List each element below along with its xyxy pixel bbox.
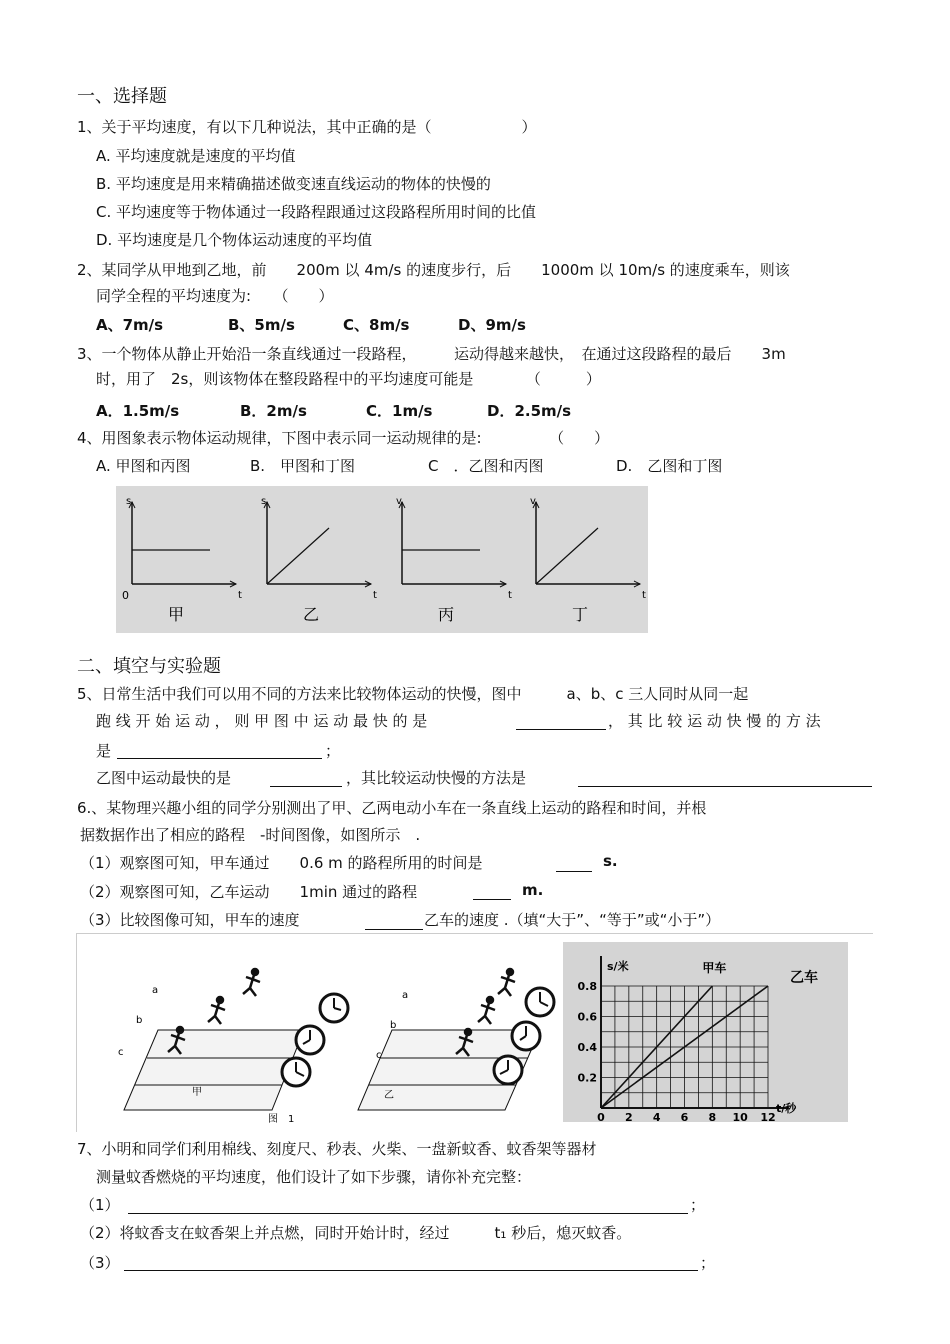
graph-x-label: t	[373, 590, 377, 601]
x-tick-label: 10	[732, 1111, 748, 1122]
race-figure	[100, 960, 560, 1135]
q7-line1: 7、小明和同学们利用棉线、刻度尺、秒表、火柴、一盘新蚊香、蚊香架等器材	[77, 1140, 597, 1158]
y-tick-label: 0.8	[577, 980, 597, 993]
q7-step1-blank[interactable]	[128, 1213, 688, 1214]
y-tick-label: 0.6	[577, 1010, 597, 1024]
q5-line2-text-b: ， 其 比 较 运 动 快 慢 的 方 法	[608, 712, 821, 730]
chart-y-label: s/米	[607, 960, 629, 973]
q5-blank-method-yi[interactable]	[578, 786, 872, 787]
q2-option-d: D、9m/s	[458, 316, 526, 334]
q2-stem-line2: 同学全程的平均速度为: （ ）	[96, 287, 334, 305]
race-caption-jia: 甲	[192, 1087, 202, 1098]
q6-blank-1[interactable]	[556, 871, 592, 872]
race-panel-jia	[124, 1030, 304, 1110]
x-tick-label: 8	[708, 1111, 717, 1122]
q5-blank-fastest-yi[interactable]	[270, 786, 342, 787]
q5-line3-end: ；	[325, 742, 341, 760]
q1-stem: 1、关于平均速度，有以下几种说法，其中正确的是（ ）	[77, 118, 537, 136]
q7-step2: （2）将蚊香支在蚊香架上并点燃，同时开始计时，经过 t₁ 秒后，熄灭蚊香。	[80, 1224, 632, 1242]
q6-blank-3[interactable]	[365, 929, 423, 930]
q7-step3-label: （3）	[80, 1254, 120, 1272]
graph-name: 丙	[437, 605, 455, 624]
q1-option-c: C. 平均速度等于物体通过一段路程跟通过这段路程所用时间的比值	[96, 203, 537, 221]
s-t-chart	[563, 942, 848, 1122]
graph-x-label: t	[238, 590, 242, 601]
q7-line2: 测量蚊香燃烧的平均速度，他们设计了如下步骤，请你补充完整：	[96, 1168, 532, 1186]
lane-label-a-yi: a	[402, 990, 409, 1001]
figure-1-caption: 图 1	[268, 1114, 295, 1125]
chart-x-label: t/秒	[776, 1102, 797, 1115]
x-tick-label: 0	[597, 1111, 605, 1122]
q2-stem-line1: 2、某同学从甲地到乙地，前 200m 以 4m/s 的速度步行，后 1000m 以 10m/s 的速度乘车，则该	[77, 261, 790, 279]
graph-y-label: s	[261, 496, 267, 507]
series-label-jia: 甲车	[702, 961, 727, 975]
q4-option-b: B. 甲图和丁图	[250, 457, 356, 475]
q4-option-a: A. 甲图和丙图	[96, 457, 191, 475]
q6-sub2: （2）观察图可知，乙车运动 1min 通过的路程	[80, 883, 418, 901]
q3-option-a: A．1.5m/s	[96, 402, 180, 420]
q5-blank-fastest-jia[interactable]	[516, 729, 606, 730]
y-tick-label: 0.4	[577, 1041, 597, 1054]
q6-sub3-b: 乙车的速度 .（填“大于”、“等于”或“小于”）	[424, 911, 721, 929]
q5-blank-method-jia[interactable]	[117, 758, 322, 759]
graph-name: 甲	[167, 605, 185, 624]
graph-name: 丁	[571, 605, 589, 624]
graph-name: 乙	[302, 605, 320, 624]
q6-line1: 6.、某物理兴趣小组的同学分别测出了甲、乙两电动小车在一条直线上运动的路程和时间，并根	[77, 799, 707, 817]
q5-line4-text-b: ，其比较运动快慢的方法是	[346, 769, 527, 787]
q6-sub1: （1）观察图可知，甲车通过 0.6 m 的路程所用的时间是	[80, 854, 483, 872]
q7-step3-end: ；	[700, 1254, 716, 1272]
graph-y-label: s	[126, 496, 132, 507]
q6-blank-2[interactable]	[473, 899, 511, 900]
graph-x-label: t	[642, 590, 646, 601]
graph-x-label: t	[508, 590, 512, 601]
q2-option-a: A、7m/s	[96, 316, 164, 334]
q5-line3-text: 是	[96, 742, 112, 760]
x-tick-label: 4	[652, 1111, 661, 1122]
q2-option-b: B、5m/s	[228, 316, 295, 334]
x-tick-label: 2	[625, 1111, 633, 1122]
q7-step1-end: ；	[690, 1196, 706, 1214]
x-tick-label: 12	[760, 1111, 776, 1122]
q2-option-c: C、8m/s	[343, 316, 410, 334]
q6-sub3: （3）比较图像可知，甲车的速度	[80, 911, 300, 929]
q3-option-c: C．1m/s	[366, 402, 433, 420]
q5-line2-text: 跑 线 开 始 运 动 ， 则 甲 图 中 运 动 最 快 的 是	[96, 712, 428, 730]
lane-label-b-jia: b	[136, 1015, 143, 1026]
lane-label-c-yi: c	[376, 1050, 382, 1061]
section-title-fill: 二、填空与实验题	[77, 656, 221, 677]
q4-option-c: C ．乙图和丙图	[428, 457, 544, 475]
y-tick-label: 0.2	[577, 1071, 597, 1085]
lane-label-a-jia: a	[152, 985, 159, 996]
q1-option-d: D. 平均速度是几个物体运动速度的平均值	[96, 231, 373, 249]
q3-stem-line2: 时，用了 2s，则该物体在整段路程中的平均速度可能是 （ ）	[96, 370, 601, 388]
q7-step3-blank[interactable]	[124, 1270, 698, 1271]
q5-line1: 5、日常生活中我们可以用不同的方法来比较物体运动的快慢，图中 a、b、c 三人同时从同一起	[77, 685, 749, 703]
q7-step1-label: （1）	[80, 1196, 120, 1214]
q6-line2: 据数据作出了相应的路程 -时间图像，如图所示 .	[80, 826, 421, 844]
graph-y-label: v	[396, 496, 402, 507]
q4-option-d: D. 乙图和丁图	[616, 457, 723, 475]
q4-graphs-figure	[116, 486, 648, 633]
series-label-yi: 乙车	[790, 970, 818, 986]
lane-label-c-jia: c	[118, 1047, 124, 1058]
lane-label-b-yi: b	[390, 1020, 397, 1031]
q3-stem-line1: 3、一个物体从静止开始沿一条直线通过一段路程， 运动得越来越快， 在通过这段路程的最后 3m	[77, 345, 786, 363]
q6-sub2-unit: m.	[522, 881, 544, 899]
q5-line4-text: 乙图中运动最快的是	[96, 769, 232, 787]
section-title-choice: 一、选择题	[77, 86, 167, 107]
x-tick-label: 6	[680, 1111, 689, 1122]
q3-option-d: D．2.5m/s	[487, 402, 572, 420]
q3-option-b: B．2m/s	[240, 402, 307, 420]
q6-sub1-unit: s.	[603, 852, 618, 870]
q1-option-a: A. 平均速度就是速度的平均值	[96, 147, 296, 165]
graph-y-label: v	[530, 496, 536, 507]
race-caption-yi: 乙	[384, 1090, 394, 1101]
graph-origin-label: 0	[122, 589, 129, 602]
q1-option-b: B. 平均速度是用来精确描述做变速直线运动的物体的快慢的	[96, 175, 491, 193]
q4-stem: 4、用图象表示物体运动规律，下图中表示同一运动规律的是: （ ）	[77, 429, 610, 447]
